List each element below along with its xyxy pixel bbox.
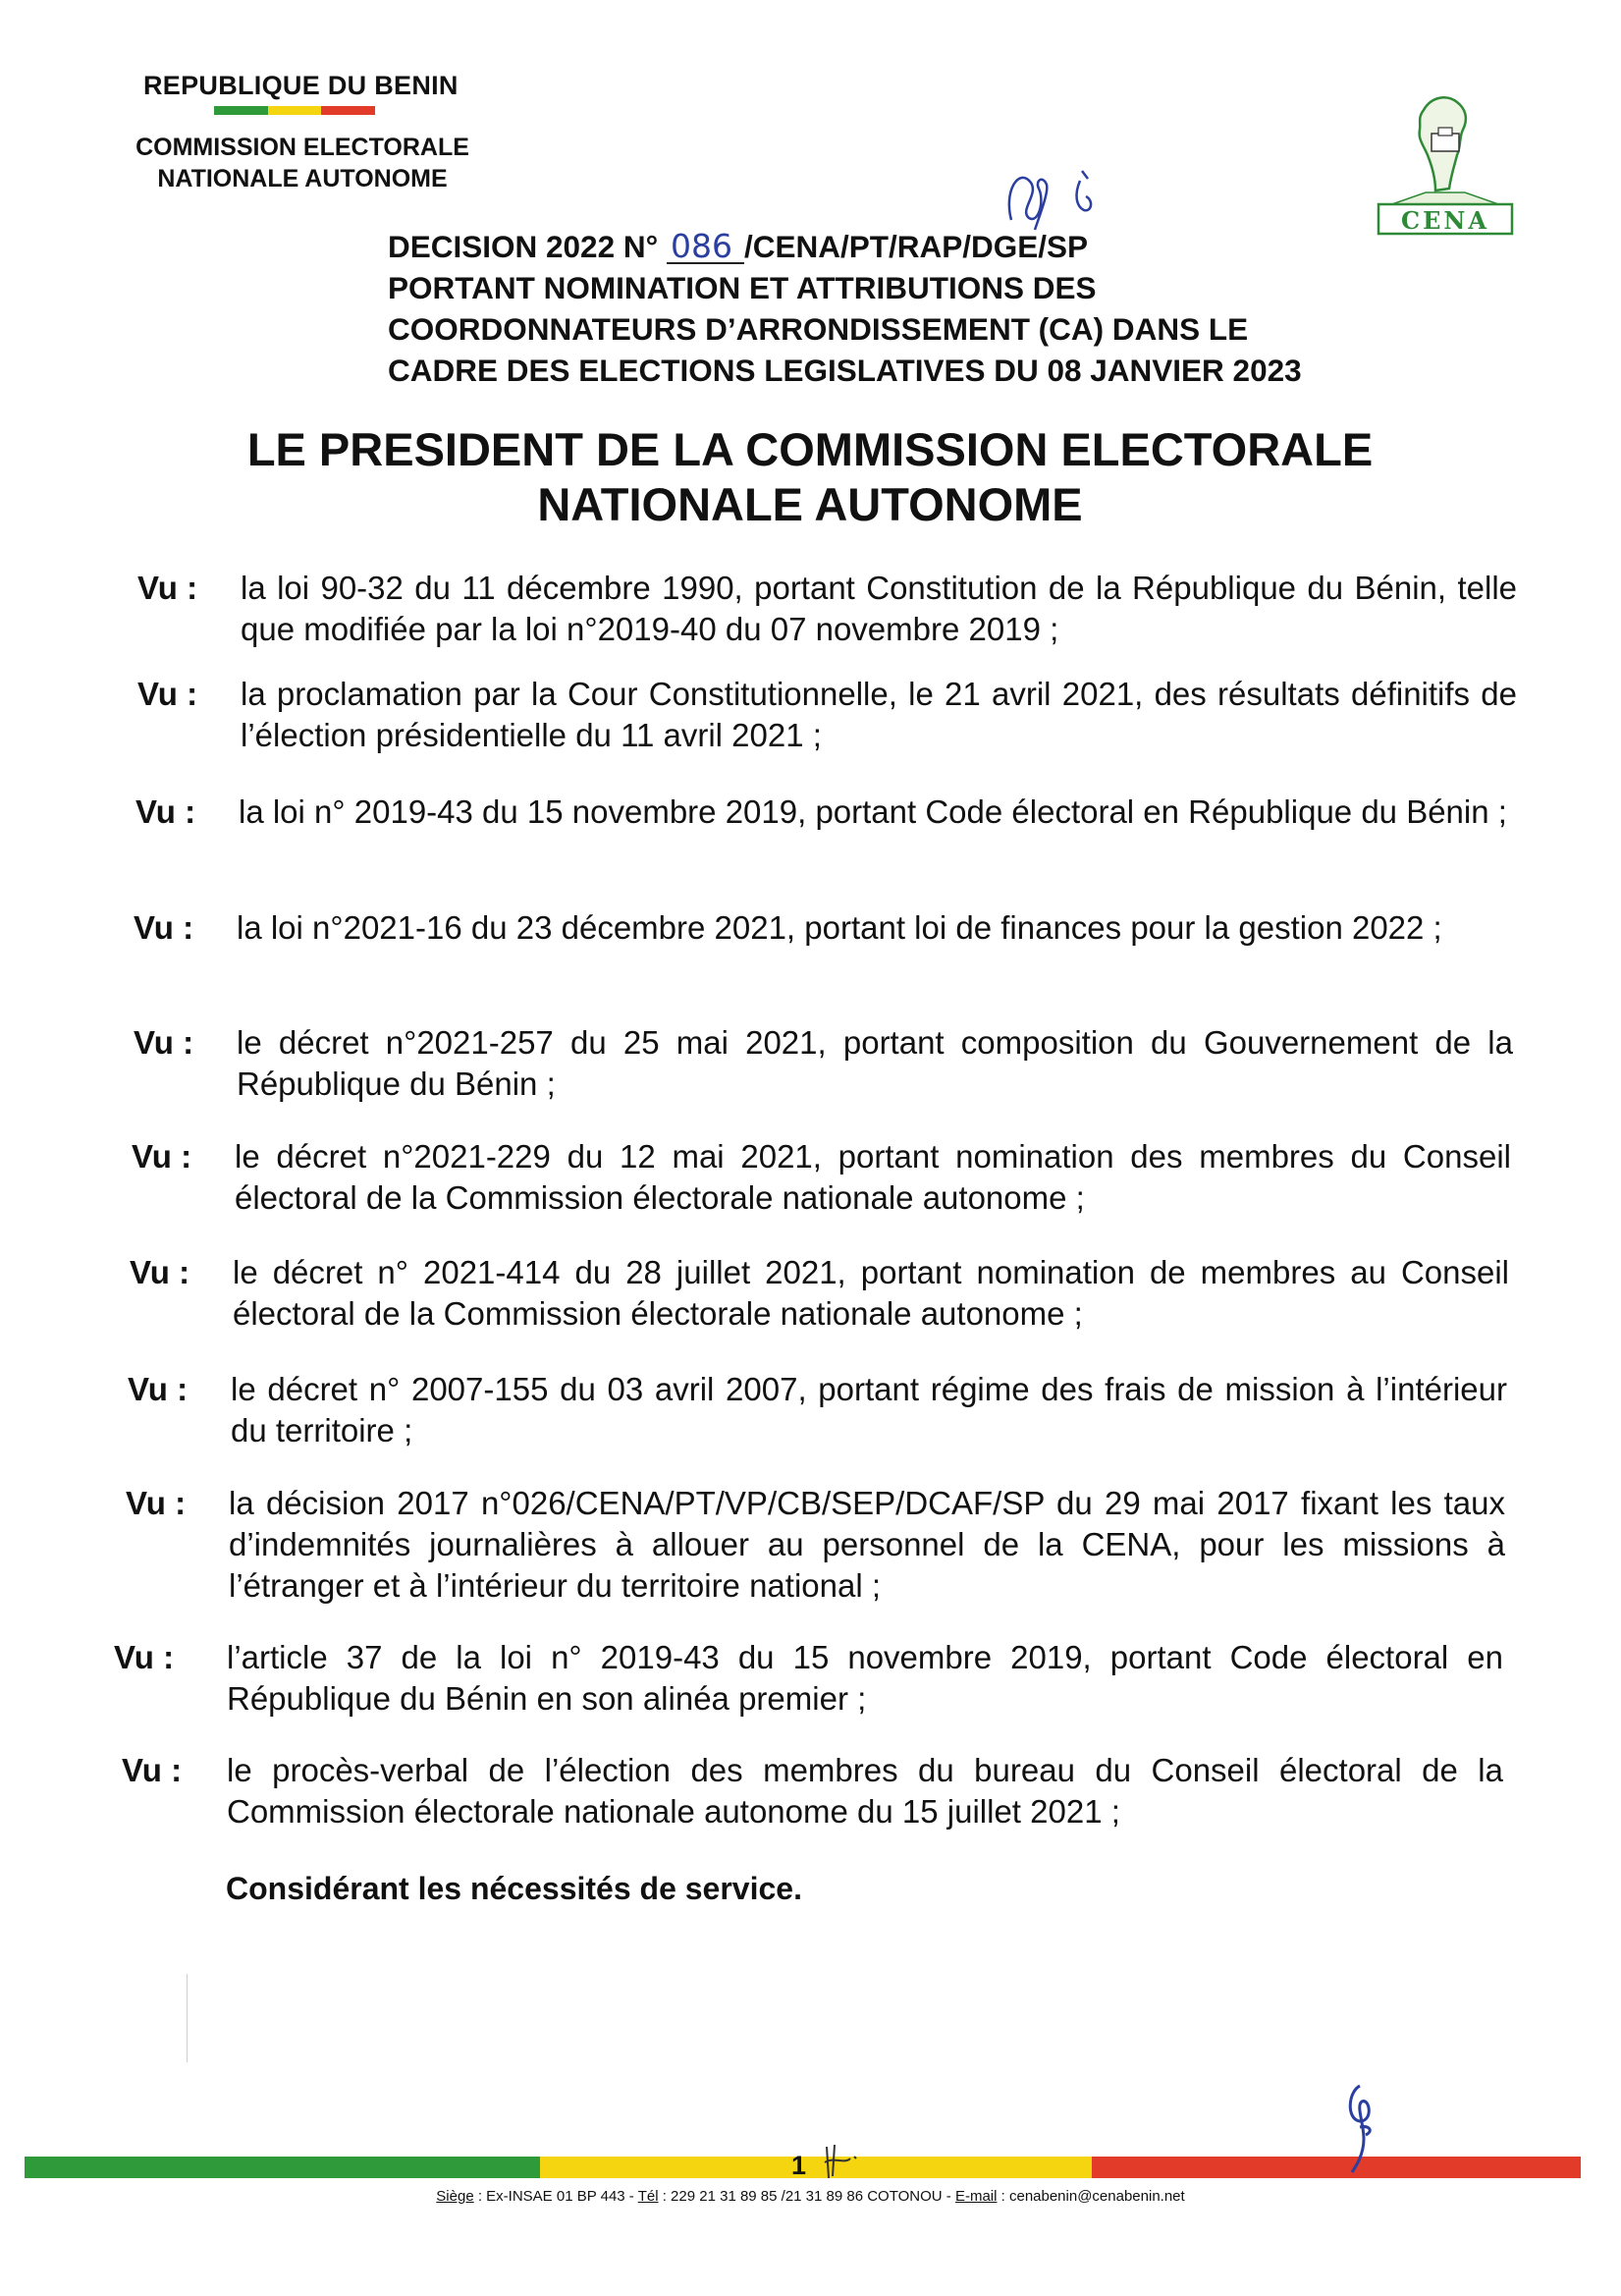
organization-name (116, 132, 489, 194)
vu-clause (137, 674, 1571, 756)
vu-clause (114, 1637, 1547, 1720)
vu-label: Vu : (128, 1371, 189, 1407)
vu-clause (122, 1750, 1555, 1832)
email-label: E-mail (954, 2188, 998, 2205)
footer-contact (0, 2188, 1621, 2205)
president-line-2: NATIONALE AUTONOME (537, 478, 1083, 530)
logo-text: CENA (1401, 206, 1489, 235)
vu-text: le décret n°2021-257 du 25 mai 2021, portant composition du Gouvernement de la République du Bénin ; (237, 1024, 1513, 1102)
org-line-2: NATIONALE AUTONOME (157, 165, 448, 192)
vu-text: la loi n°2021-16 du 23 décembre 2021, portant loi de finances pour la gestion 2022 ; (237, 909, 1442, 946)
page-number: 1 (791, 2151, 807, 2180)
decision-title-line: PORTANT NOMINATION ET ATTRIBUTIONS DES (388, 270, 1097, 305)
flag-red (321, 106, 375, 115)
vu-label: Vu : (126, 1485, 187, 1521)
vu-clause (132, 1136, 1565, 1219)
email-value: : cenabenin@cenabenin.net (997, 2188, 1185, 2205)
vu-label: Vu : (137, 676, 198, 712)
footer-bar-green (25, 2157, 540, 2178)
president-heading (157, 422, 1463, 532)
cena-logo (1367, 90, 1524, 238)
vu-label: Vu : (130, 1254, 190, 1290)
vu-clause (135, 792, 1569, 833)
vu-clause (130, 1252, 1563, 1335)
flag-green (214, 106, 268, 115)
vu-label: Vu : (134, 1024, 194, 1061)
page-initials (821, 2143, 870, 2182)
vu-text: le décret n° 2021-414 du 28 juillet 2021, portant nomination de membres au Conseil électoral de la Commission électorale nationale autonome ; (233, 1254, 1509, 1332)
vu-text: le procès-verbal de l’élection des membres du bureau du Conseil électoral de la Commission électorale nationale autonome du 15 juillet 2021 ; (227, 1752, 1503, 1830)
vu-text: l’article 37 de la loi n° 2019-43 du 15 novembre 2019, portant Code électoral en République du Bénin en son alinéa premier ; (227, 1639, 1503, 1717)
tel-label: Tél (637, 2188, 659, 2205)
decision-number: 086 (667, 231, 744, 264)
decision-number-line (388, 226, 1517, 267)
vu-clause (134, 1022, 1567, 1105)
country-name: REPUBLIQUE DU BENIN (143, 71, 459, 100)
decision-suffix: /CENA/PT/RAP/DGE/SP (743, 229, 1089, 264)
vu-label: Vu : (114, 1639, 175, 1675)
vu-clause (137, 568, 1571, 650)
decision-title-line: COORDONNATEURS D’ARRONDISSEMENT (CA) DANS LE (388, 311, 1249, 347)
vu-label: Vu : (122, 1752, 183, 1788)
decision-prefix: DECISION 2022 N° (388, 229, 659, 264)
vu-text: le décret n°2021-229 du 12 mai 2021, portant nomination des membres du Conseil électoral de la Commission électorale nationale autonome ; (235, 1138, 1511, 1216)
considerant-text: Considérant les nécessités de service. (226, 1871, 802, 1906)
decision-heading (388, 226, 1517, 391)
vu-clause (128, 1369, 1561, 1451)
president-line-1: LE PRESIDENT DE LA COMMISSION ELECTORALE (246, 423, 1374, 475)
vu-text: la loi n° 2019-43 du 15 novembre 2019, portant Code électoral en République du Bénin ; (239, 793, 1507, 830)
vu-clause (126, 1483, 1559, 1607)
org-line-1: COMMISSION ELECTORALE (135, 134, 469, 161)
tel-value: : 229 21 31 89 85 /21 31 89 86 COTONOU - (658, 2188, 955, 2205)
vu-label: Vu : (135, 793, 196, 830)
footer-bar-yellow (540, 2157, 1092, 2178)
siege-label: Siège (436, 2188, 474, 2205)
vu-text: la proclamation par la Cour Constitutionnelle, le 21 avril 2021, des résultats définitifs de l’élection présidentielle du 11 avril 2021 ; (241, 676, 1517, 753)
decision-title-line: CADRE DES ELECTIONS LEGISLATIVES DU 08 JANVIER 2023 (388, 353, 1302, 388)
vu-label: Vu : (134, 909, 194, 946)
flag-stripe (214, 106, 375, 115)
vu-clause (134, 907, 1567, 949)
vu-label: Vu : (137, 570, 198, 606)
vu-text: la loi 90-32 du 11 décembre 1990, portant Constitution de la République du Bénin, telle que modifiée par la loi n°2019-40 du 07 novembre 2019 ; (241, 570, 1517, 647)
siege-value: : Ex-INSAE 01 BP 443 - (473, 2188, 638, 2205)
scan-margin-line (187, 1974, 188, 2062)
vu-text: la décision 2017 n°026/CENA/PT/VP/CB/SEP/DCAF/SP du 29 mai 2017 fixant les taux d’indemnités journalières à allouer au personnel de la CENA, pour les missions à l’étranger et à l’intérieur du territoire national ; (229, 1485, 1505, 1604)
signature (1330, 2080, 1389, 2178)
vu-label: Vu : (132, 1138, 192, 1175)
vu-text: le décret n° 2007-155 du 03 avril 2007, portant régime des frais de mission à l’intérieur du territoire ; (231, 1371, 1507, 1449)
flag-yellow (268, 106, 322, 115)
